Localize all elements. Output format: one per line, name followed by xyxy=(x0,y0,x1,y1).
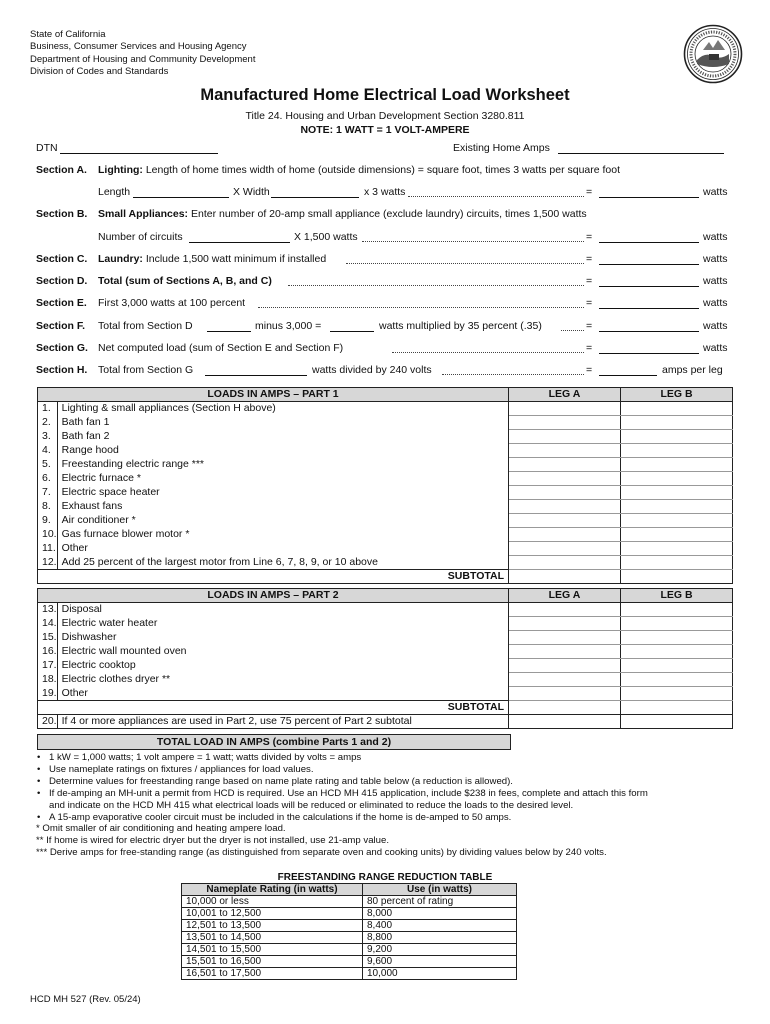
width-field[interactable] xyxy=(271,186,359,198)
rating-cell: 10,000 or less xyxy=(182,896,363,908)
section-label: Section C. xyxy=(36,253,88,265)
section-d-row xyxy=(36,275,732,291)
times-label: X 1,500 watts xyxy=(294,231,358,243)
section-label: Section F. xyxy=(36,320,86,332)
equals-sign: = xyxy=(586,231,593,243)
table-row xyxy=(38,430,733,444)
dtn-row xyxy=(36,142,732,158)
table-row xyxy=(182,932,517,944)
leg-a-field[interactable] xyxy=(509,486,621,500)
times-label: x 3 watts xyxy=(364,186,406,198)
note-bullet: • Determine values for freestanding range based on name plate rating and table below (a reduction is allowed). xyxy=(36,776,736,788)
table-row xyxy=(38,472,733,486)
reduction-table xyxy=(181,883,517,980)
line-number: 1. xyxy=(38,402,58,416)
leg-b-field[interactable] xyxy=(621,542,733,556)
part1-heading: LOADS IN AMPS – PART 1 xyxy=(38,388,509,402)
note-bullet: • 1 kW = 1,000 watts; 1 volt ampere = 1 watt; watts divided by volts = amps xyxy=(36,752,736,764)
table-row xyxy=(38,687,733,701)
dot-leader xyxy=(442,374,584,375)
line-description: Electric furnace * xyxy=(57,472,508,486)
section-text: Total from Section D xyxy=(98,320,193,332)
use-cell: 9,200 xyxy=(363,944,517,956)
leg-a-field[interactable] xyxy=(509,514,621,528)
table-row xyxy=(38,556,733,570)
leg-b-header: LEG B xyxy=(621,589,733,603)
notes-block xyxy=(36,752,736,859)
unit-label: amps per leg xyxy=(662,364,723,376)
subtotal-label: SUBTOTAL xyxy=(38,701,509,715)
line-number: 7. xyxy=(38,486,58,500)
use-cell: 8,400 xyxy=(363,920,517,932)
section-text: Length of home times width of home (outside dimensions) = square foot, times 3 watts per square foot xyxy=(142,164,621,176)
section-b-calc xyxy=(36,231,732,247)
dot-leader xyxy=(346,263,584,264)
line-description: Lighting & small appliances (Section H above) xyxy=(57,402,508,416)
page-subtitle: Title 24. Housing and Urban Development Section 3280.811 xyxy=(245,110,525,122)
section-g-total-field[interactable] xyxy=(205,364,307,376)
equals-sign: = xyxy=(586,253,593,265)
reduction-table-title: FREESTANDING RANGE REDUCTION TABLE xyxy=(277,872,493,883)
footnote: *** Derive amps for free-standing range (as distinguished from separate oven and cooking units) by dividing values below by 240 volts. xyxy=(36,847,607,859)
rating-cell: 10,001 to 12,500 xyxy=(182,908,363,920)
leg-b-field[interactable] xyxy=(621,556,733,570)
line-number: 15. xyxy=(38,631,58,645)
first-3000-watts-field[interactable] xyxy=(599,297,699,309)
section-label: Section E. xyxy=(36,297,87,309)
leg-b-field[interactable] xyxy=(621,430,733,444)
line-description: Range hood xyxy=(57,444,508,458)
header-line: State of California xyxy=(30,29,106,40)
equals-sign: = xyxy=(586,320,593,332)
use-cell: 80 percent of rating xyxy=(363,896,517,908)
appliance-watts-field[interactable] xyxy=(599,231,699,243)
line-number: 16. xyxy=(38,645,58,659)
leg-a-field[interactable] xyxy=(509,645,621,659)
leg-b-field[interactable] xyxy=(621,500,733,514)
line-description: Add 25 percent of the largest motor from Line 6, 7, 8, 9, or 10 above xyxy=(57,556,508,570)
subtotal-row xyxy=(38,570,733,584)
section-text: minus 3,000 = xyxy=(255,320,322,332)
leg-b-field[interactable] xyxy=(621,444,733,458)
leg-b-field[interactable] xyxy=(621,603,733,617)
equals-sign: = xyxy=(586,297,593,309)
section-text: Net computed load (sum of Section E and Section F) xyxy=(98,342,344,354)
line-number: 20. xyxy=(38,715,58,729)
line-number: 18. xyxy=(38,673,58,687)
line-description: Other xyxy=(57,542,508,556)
line-description: Electric wall mounted oven xyxy=(57,645,508,659)
subtotal-row xyxy=(38,701,733,715)
amps-per-leg-field[interactable] xyxy=(599,364,657,376)
leg-b-field[interactable] xyxy=(621,486,733,500)
line-description: Freestanding electric range *** xyxy=(57,458,508,472)
rating-cell: 16,501 to 17,500 xyxy=(182,968,363,980)
line-description: Air conditioner * xyxy=(57,514,508,528)
leg-b-field[interactable] xyxy=(621,715,733,729)
rating-cell: 15,501 to 16,500 xyxy=(182,956,363,968)
header-line: Division of Codes and Standards xyxy=(30,65,169,77)
leg-b-field[interactable] xyxy=(621,659,733,673)
unit-label: watts xyxy=(703,253,728,265)
part1-table xyxy=(37,387,733,584)
table-row xyxy=(182,968,517,980)
leg-b-field[interactable] xyxy=(621,687,733,701)
leg-a-field[interactable] xyxy=(509,528,621,542)
line-number: 2. xyxy=(38,416,58,430)
subtotal-leg-a-field[interactable] xyxy=(509,701,621,715)
leg-b-field[interactable] xyxy=(621,458,733,472)
section-b-row xyxy=(36,208,732,224)
unit-label: watts xyxy=(703,342,728,354)
section-label: Section B. xyxy=(36,208,88,220)
section-heading: Laundry: xyxy=(98,253,143,265)
length-label: Length xyxy=(98,186,131,198)
table-row xyxy=(182,944,517,956)
leg-a-header: LEG A xyxy=(509,589,621,603)
line-description: Electric space heater xyxy=(57,486,508,500)
line-number: 14. xyxy=(38,617,58,631)
section-label: Section H. xyxy=(36,364,88,376)
section-label: Section D. xyxy=(36,275,88,287)
circuits-label: Number of circuits xyxy=(98,231,183,243)
width-label: X Width xyxy=(233,186,270,198)
section-heading: Small Appliances: xyxy=(98,208,189,220)
table-header-row xyxy=(38,388,733,402)
leg-a-field[interactable] xyxy=(509,617,621,631)
section-label: Section G. xyxy=(36,342,88,354)
leg-b-field[interactable] xyxy=(621,402,733,416)
leg-b-header: LEG B xyxy=(621,388,733,402)
section-text: Total from Section G xyxy=(98,364,194,376)
note-bullet: • Use nameplate ratings on fixtures / appliances for load values. xyxy=(36,764,736,776)
table-row xyxy=(38,416,733,430)
leg-a-field[interactable] xyxy=(509,444,621,458)
table-row xyxy=(38,631,733,645)
part2-table xyxy=(37,588,733,729)
note-bullet: • A 15-amp evaporative cooler circuit must be included in the calculations if the home is de-amped to 50 amps. xyxy=(36,812,736,824)
line-description: Electric clothes dryer ** xyxy=(57,673,508,687)
total-watts-field[interactable] xyxy=(599,275,699,287)
use-cell: 8,800 xyxy=(363,932,517,944)
unit-label: watts xyxy=(703,186,728,198)
table-row xyxy=(38,617,733,631)
line-description: Bath fan 1 xyxy=(57,416,508,430)
form-number: HCD MH 527 (Rev. 05/24) xyxy=(30,994,141,1005)
table-row xyxy=(38,500,733,514)
leg-a-field[interactable] xyxy=(509,458,621,472)
table-header-row xyxy=(182,884,517,896)
equals-sign: = xyxy=(586,342,593,354)
unit-label: watts xyxy=(703,231,728,243)
lighting-watts-field[interactable] xyxy=(599,186,699,198)
table-row xyxy=(38,715,733,729)
equals-sign: = xyxy=(586,186,593,198)
table-row xyxy=(38,458,733,472)
table-row xyxy=(38,603,733,617)
percent-watts-field[interactable] xyxy=(599,320,699,332)
leg-a-field[interactable] xyxy=(509,556,621,570)
line-number: 10. xyxy=(38,528,58,542)
table-row xyxy=(38,673,733,687)
use-cell: 9,600 xyxy=(363,956,517,968)
rating-cell: 14,501 to 15,500 xyxy=(182,944,363,956)
column-header: Use (in watts) xyxy=(363,884,517,896)
subtotal-leg-b-field[interactable] xyxy=(621,570,733,584)
section-c-row xyxy=(36,253,732,269)
existing-amps-field[interactable] xyxy=(558,142,724,154)
page-title: Manufactured Home Electrical Load Worksheet xyxy=(200,86,570,104)
unit-label: watts xyxy=(703,275,728,287)
line-number: 13. xyxy=(38,603,58,617)
leg-a-field[interactable] xyxy=(509,430,621,444)
total-load-label: TOTAL LOAD IN AMPS (combine Parts 1 and 2) xyxy=(37,734,511,750)
subtotal-leg-b-field[interactable] xyxy=(621,701,733,715)
leg-b-field[interactable] xyxy=(621,631,733,645)
section-heading: Total (sum of Sections A, B, and C) xyxy=(98,275,272,287)
line-description: Electric cooktop xyxy=(57,659,508,673)
section-h-row xyxy=(36,364,732,380)
section-label: Section A. xyxy=(36,164,87,176)
line-number: 8. xyxy=(38,500,58,514)
section-d-total-field[interactable] xyxy=(207,320,251,332)
use-cell: 8,000 xyxy=(363,908,517,920)
section-a-row xyxy=(36,164,732,180)
line-description: Disposal xyxy=(57,603,508,617)
leg-b-field[interactable] xyxy=(621,673,733,687)
subtotal-leg-a-field[interactable] xyxy=(509,570,621,584)
footnote: ** If home is wired for electric dryer but the dryer is not installed, use 21-amp value. xyxy=(36,835,389,847)
table-row xyxy=(38,444,733,458)
leg-a-field[interactable] xyxy=(509,402,621,416)
leg-b-field[interactable] xyxy=(621,514,733,528)
line-description: Exhaust fans xyxy=(57,500,508,514)
leg-a-field[interactable] xyxy=(509,715,621,729)
leg-b-field[interactable] xyxy=(621,617,733,631)
line-number: 5. xyxy=(38,458,58,472)
unit-label: watts xyxy=(703,297,728,309)
table-row xyxy=(182,956,517,968)
rating-cell: 13,501 to 14,500 xyxy=(182,932,363,944)
section-e-row xyxy=(36,297,732,313)
note-text: NOTE: 1 WATT = 1 VOLT-AMPERE xyxy=(300,124,470,136)
dot-leader xyxy=(408,196,584,197)
section-text: Enter number of 20-amp small appliance (exclude laundry) circuits, times 1,500 watts xyxy=(188,208,587,220)
section-a-calc xyxy=(36,186,732,202)
dtn-field[interactable] xyxy=(60,142,218,154)
section-g-row xyxy=(36,342,732,358)
leg-a-field[interactable] xyxy=(509,472,621,486)
leg-b-field[interactable] xyxy=(621,472,733,486)
header-line: Department of Housing and Community Development xyxy=(30,53,256,65)
line-number: 12. xyxy=(38,556,58,570)
column-header: Nameplate Rating (in watts) xyxy=(182,884,363,896)
leg-b-field[interactable] xyxy=(621,645,733,659)
agency-header xyxy=(30,29,255,78)
unit-label: watts xyxy=(703,320,728,332)
section-text: Include 1,500 watt minimum if installed xyxy=(142,253,327,265)
minus-result-field[interactable] xyxy=(330,320,374,332)
line-number: 4. xyxy=(38,444,58,458)
note-bullet-continuation: and indicate on the HCD MH 415 what electrical loads will be reduced or eliminated to reduce the loads to the desired level. xyxy=(49,799,574,811)
dot-leader xyxy=(288,285,584,286)
line-description: Electric water heater xyxy=(57,617,508,631)
dot-leader xyxy=(258,307,584,308)
leg-b-field[interactable] xyxy=(621,528,733,542)
dot-leader xyxy=(561,330,584,331)
table-row xyxy=(182,908,517,920)
use-cell: 10,000 xyxy=(363,968,517,980)
table-row xyxy=(38,528,733,542)
table-row xyxy=(182,896,517,908)
section-f-row xyxy=(36,320,732,336)
leg-b-field[interactable] xyxy=(621,416,733,430)
line-description: Bath fan 2 xyxy=(57,430,508,444)
section-text: watts divided by 240 volts xyxy=(312,364,432,376)
leg-a-field[interactable] xyxy=(509,603,621,617)
dot-leader xyxy=(392,352,584,353)
section-heading: Lighting: xyxy=(98,164,143,176)
table-row xyxy=(38,659,733,673)
leg-a-field[interactable] xyxy=(509,542,621,556)
table-row xyxy=(38,514,733,528)
table-header-row xyxy=(38,589,733,603)
subtotal-label: SUBTOTAL xyxy=(38,570,509,584)
circuits-field[interactable] xyxy=(189,231,290,243)
table-row xyxy=(38,486,733,500)
rating-cell: 12,501 to 13,500 xyxy=(182,920,363,932)
line-number: 11. xyxy=(38,542,58,556)
line-number: 17. xyxy=(38,659,58,673)
equals-sign: = xyxy=(586,275,593,287)
table-row xyxy=(38,402,733,416)
line-number: 19. xyxy=(38,687,58,701)
leg-a-field[interactable] xyxy=(509,500,621,514)
line-number: 6. xyxy=(38,472,58,486)
leg-a-field[interactable] xyxy=(509,631,621,645)
length-field[interactable] xyxy=(133,186,229,198)
leg-a-header: LEG A xyxy=(509,388,621,402)
leg-a-field[interactable] xyxy=(509,687,621,701)
section-text: watts multiplied by 35 percent (.35) xyxy=(379,320,542,332)
header-line: Business, Consumer Services and Housing Agency xyxy=(30,41,247,53)
line-description: If 4 or more appliances are used in Part 2, use 75 percent of Part 2 subtotal xyxy=(57,715,508,729)
leg-a-field[interactable] xyxy=(509,673,621,687)
net-load-field[interactable] xyxy=(599,342,699,354)
line-number: 9. xyxy=(38,514,58,528)
leg-a-field[interactable] xyxy=(509,416,621,430)
line-description: Other xyxy=(57,687,508,701)
state-seal-icon xyxy=(683,24,743,84)
dtn-label: DTN xyxy=(36,142,58,154)
table-row xyxy=(38,542,733,556)
line-description: Dishwasher xyxy=(57,631,508,645)
table-row xyxy=(182,920,517,932)
existing-amps-label: Existing Home Amps xyxy=(453,142,550,154)
laundry-watts-field[interactable] xyxy=(599,253,699,265)
leg-a-field[interactable] xyxy=(509,659,621,673)
table-row xyxy=(38,645,733,659)
dot-leader xyxy=(362,241,584,242)
line-description: Gas furnace blower motor * xyxy=(57,528,508,542)
equals-sign: = xyxy=(586,364,593,376)
note-bullet: • If de-amping an MH-unit a permit from HCD is required. Use an HCD MH 415 application, include $238 in fees, complete and attach this form xyxy=(36,788,736,800)
line-number: 3. xyxy=(38,430,58,444)
footnote: * Omit smaller of air conditioning and heating ampere load. xyxy=(36,823,286,835)
section-text: First 3,000 watts at 100 percent xyxy=(98,297,246,309)
part2-heading: LOADS IN AMPS – PART 2 xyxy=(38,589,509,603)
